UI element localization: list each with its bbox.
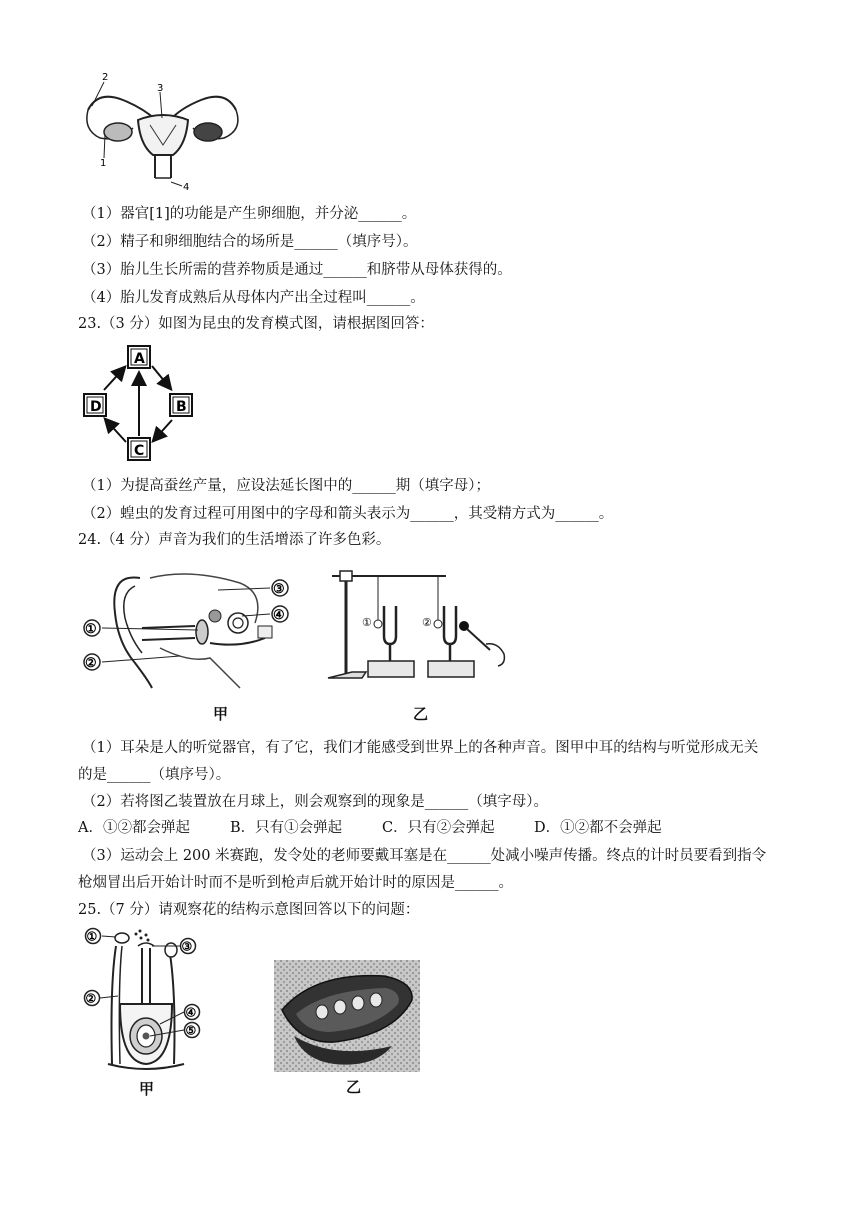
q22-sub3: （3）胎儿生长所需的营养物质是通过______和脐带从母体获得的。 xyxy=(82,262,512,278)
q22-sub4: （4）胎儿发育成熟后从母体内产出全过程叫______。 xyxy=(82,290,425,306)
q24-option-c: C．只有②会弹起 xyxy=(382,820,495,836)
flower-label-1: ① xyxy=(86,929,98,944)
q24-option-a: A．①②都会弹起 xyxy=(78,820,190,836)
node-a: A xyxy=(134,351,145,367)
q23-sub1: （1）为提高蚕丝产量，应设法延长图中的______期（填字母）； xyxy=(82,478,490,494)
ear-label-1: ① xyxy=(85,622,97,637)
flower-label-3: ③ xyxy=(181,939,193,954)
pea-pod-photo xyxy=(274,960,420,1072)
ear-label-2: ② xyxy=(85,656,97,671)
flower-label-2: ② xyxy=(85,991,97,1006)
ear-label-4: ④ xyxy=(273,608,285,623)
uterus-label-3: 3 xyxy=(157,83,164,94)
q24-sub1-line2: 的是______（填序号）。 xyxy=(78,767,231,783)
q25-caption-left: 甲 xyxy=(139,1080,155,1098)
ear-diagram xyxy=(80,568,300,693)
q24-caption-left: 甲 xyxy=(213,705,229,723)
uterus-label-1: 1 xyxy=(100,158,107,169)
ear-label-3: ③ xyxy=(273,582,285,597)
q24-sub3-line1: （3）运动会上 200 米赛跑，发令处的老师要戴耳塞是在______处减小噪声传播。终点的计时员要看到指令 xyxy=(82,848,767,864)
flower-label-5: ⑤ xyxy=(185,1023,197,1038)
q24-option-d: D．①②都不会弹起 xyxy=(534,820,662,836)
q25-stem: 25.（7 分）请观察花的结构示意图回答以下的问题： xyxy=(78,902,420,918)
flower-structure-diagram xyxy=(80,924,215,1074)
q24-option-b: B．只有①会弹起 xyxy=(230,820,343,836)
fork-label-1: ① xyxy=(362,616,372,629)
q24-sub2: （2）若将图乙装置放在月球上，则会观察到的现象是______（填字母）。 xyxy=(82,794,548,810)
uterus-diagram xyxy=(78,70,248,195)
q25-caption-right: 乙 xyxy=(346,1078,362,1096)
q24-stem: 24.（4 分）声音为我们的生活增添了许多色彩。 xyxy=(78,532,391,548)
q23-sub2: （2）蝗虫的发育过程可用图中的字母和箭头表示为______，其受精方式为______。 xyxy=(82,506,614,522)
q22-sub1: （1）器官[1]的功能是产生卵细胞，并分泌______。 xyxy=(82,206,417,222)
q24-sub3-line2: 枪烟冒出后开始计时而不是听到枪声后就开始计时的原因是______。 xyxy=(78,875,513,891)
flower-label-4: ④ xyxy=(185,1005,197,1020)
uterus-label-4: 4 xyxy=(183,182,190,193)
q23-stem: 23.（3 分）如图为昆虫的发育模式图，请根据图回答： xyxy=(78,316,434,332)
node-c: C xyxy=(134,443,145,459)
uterus-label-2: 2 xyxy=(102,72,109,83)
q22-sub2: （2）精子和卵细胞结合的场所是______（填序号）。 xyxy=(82,234,418,250)
insect-development-diagram xyxy=(78,340,198,465)
node-d: D xyxy=(90,399,102,415)
node-b: B xyxy=(176,399,187,415)
q24-caption-right: 乙 xyxy=(413,705,429,723)
q24-sub1-line1: （1）耳朵是人的听觉器官，有了它，我们才能感受到世界上的各种声音。图甲中耳的结构与听觉形成无关 xyxy=(82,740,759,756)
fork-label-2: ② xyxy=(422,616,432,629)
tuning-fork-apparatus xyxy=(322,566,522,691)
